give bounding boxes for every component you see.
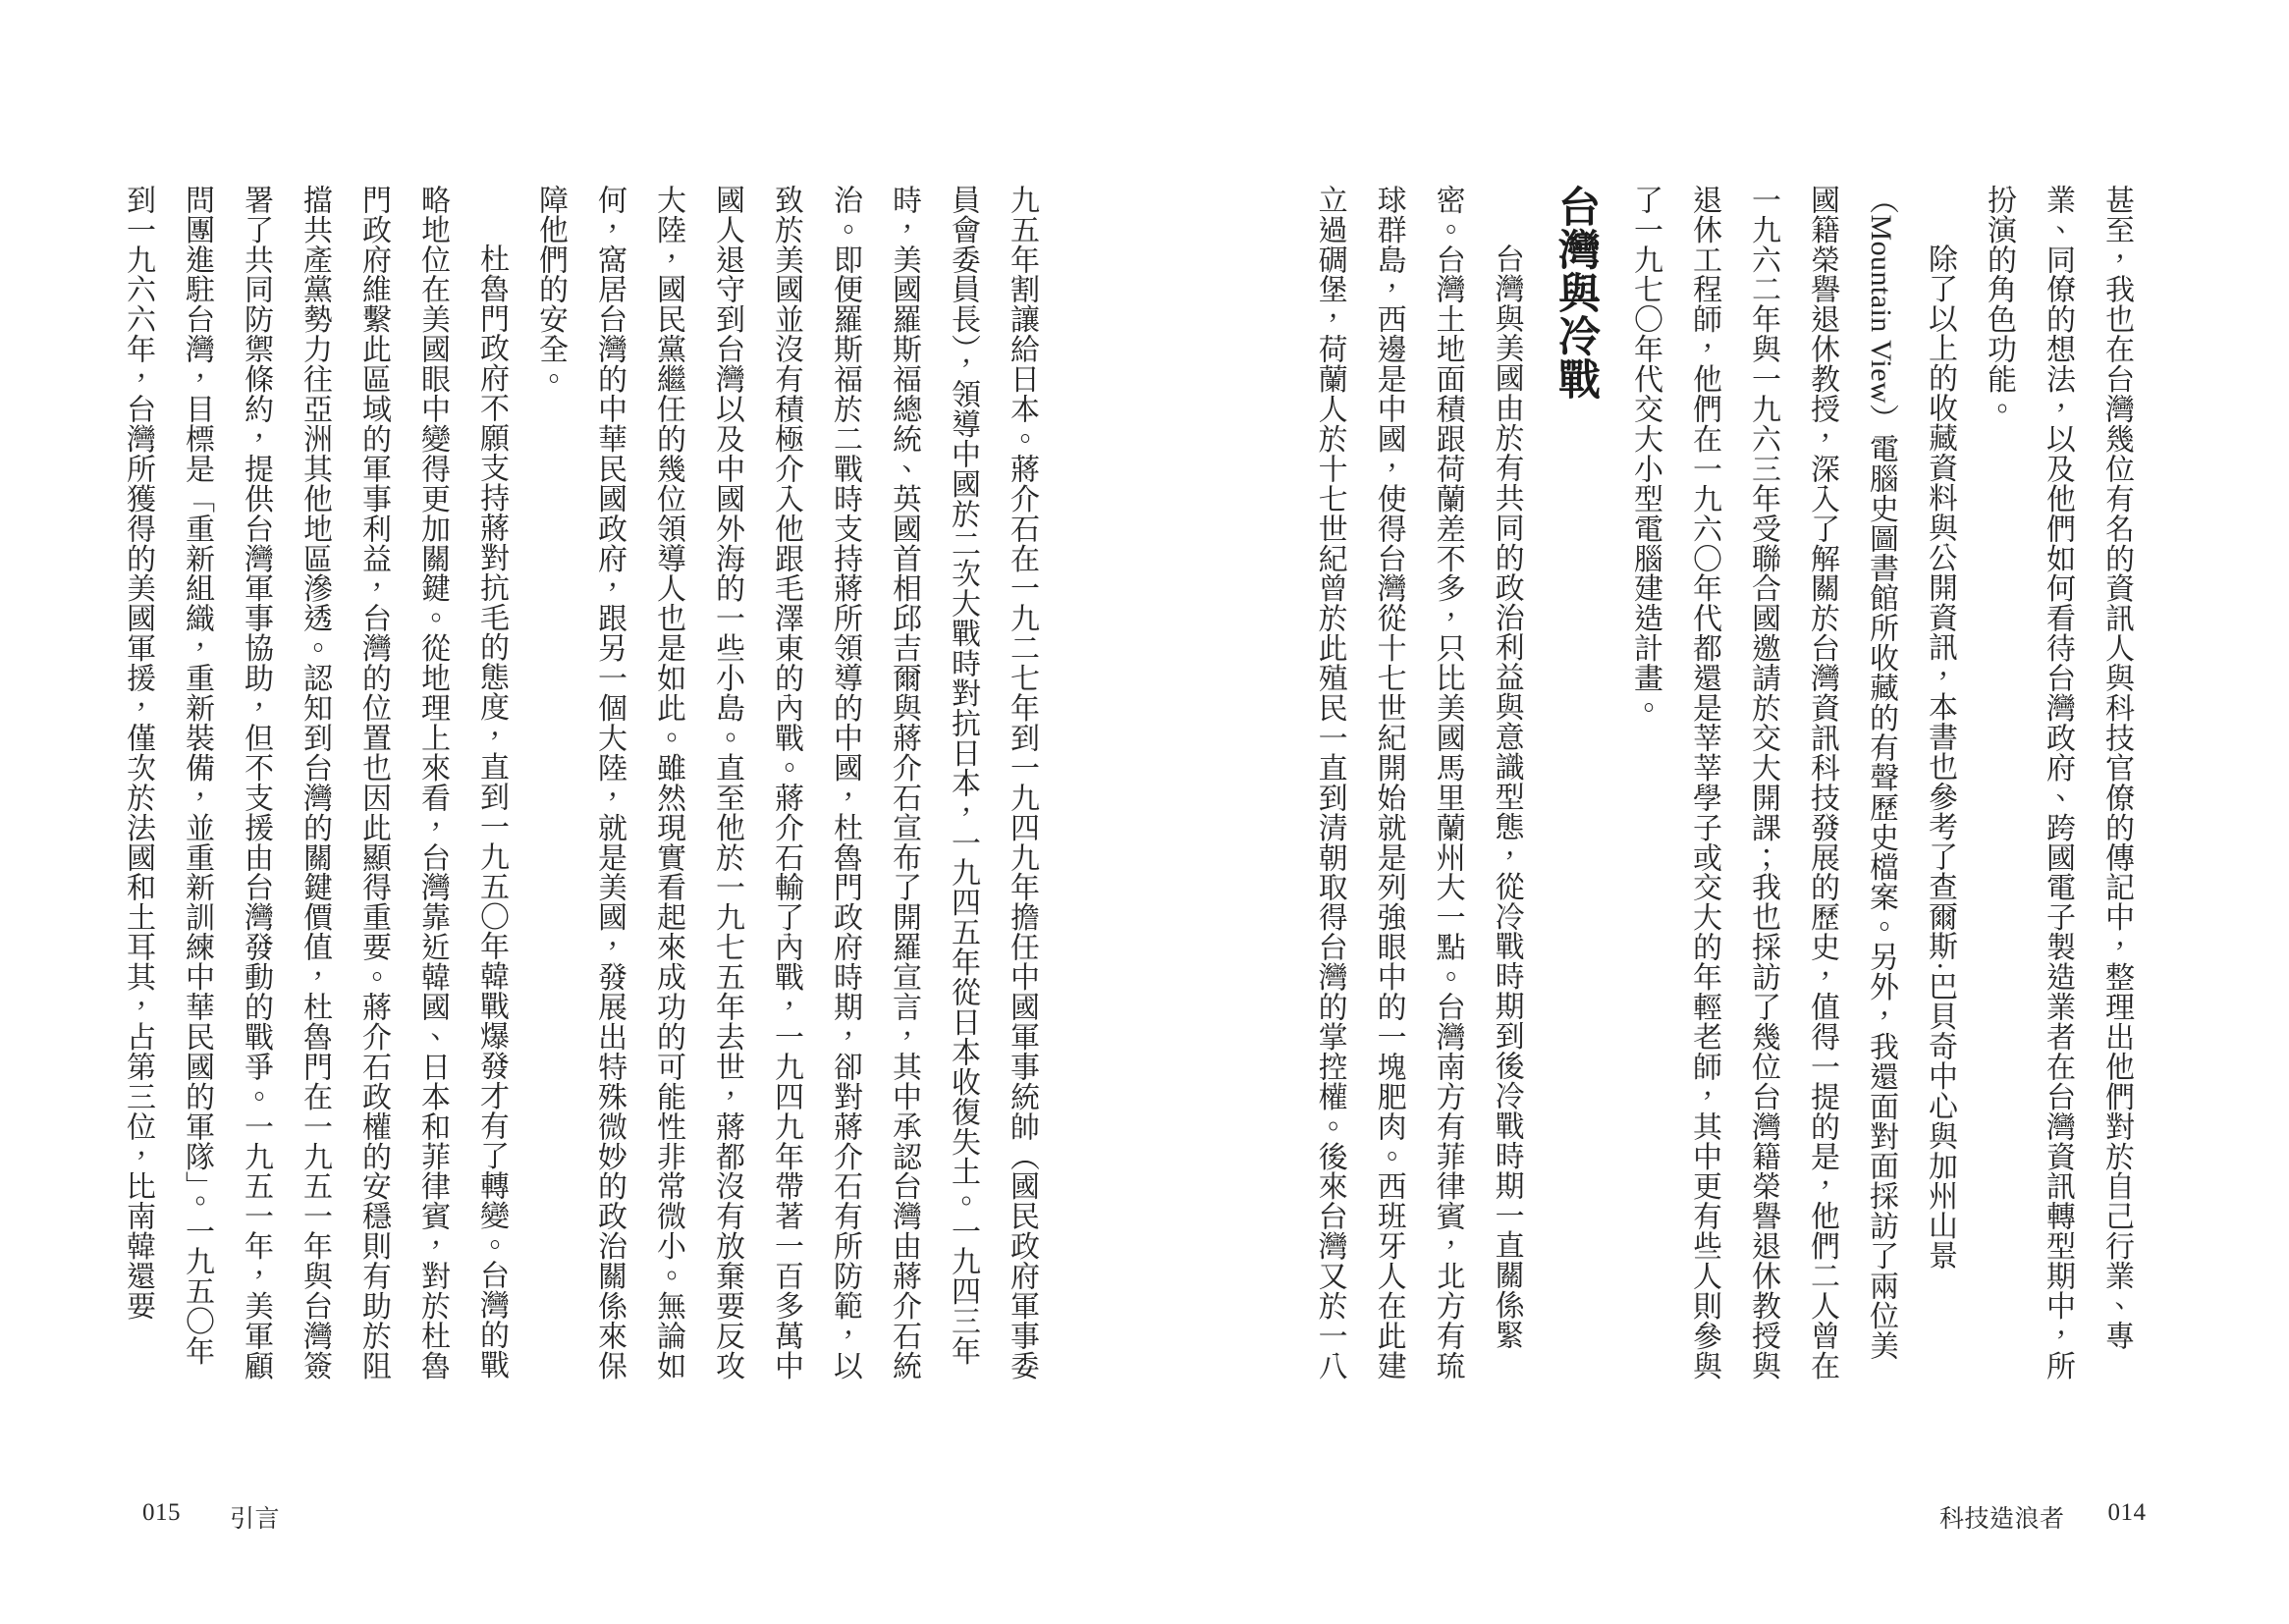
left-page-footer	[142, 1499, 280, 1533]
page-number: 014	[2107, 1499, 2147, 1526]
section-heading: 台灣與冷戰	[1553, 185, 1599, 401]
right-page-footer	[1939, 1499, 2147, 1533]
right-page-text-block	[1257, 185, 2146, 1384]
body-paragraph-continuation: 甚至，我也在台灣幾位有名的資訊人與科技官僚的傳記中，整理出他們對於自己行業、專業、同僚的想法，以及他們如何看待台灣政府、跨國電子製造業者在台灣資訊轉型期中，所扮演的角色功能。	[1983, 185, 2133, 1380]
running-title-chapter: 引言	[230, 1506, 281, 1533]
left-page-text-block	[103, 185, 1051, 1384]
body-paragraph: 除了以上的收藏資料與公開資訊，本書也參考了查爾斯·巴貝奇中心與加州山景（Mountain View）電腦史圖書館所收藏的有聲歷史檔案。另外，我還面對面採訪了兩位美國籍榮譽退休教授，深入了解關於台灣資訊科技發展的歷史，值得一提的是，他們二人曾在一九六二年與一九六三年受聯合國邀請於交大開課；我也採訪了幾位台灣籍榮譽退休教授與退休工程師，他們在一九六〇年代都還是莘莘學子或交大的年輕老師，其中更有些人則參與了一九七〇年代交大小型電腦建造計畫。	[1629, 185, 1956, 1380]
body-paragraph: 杜魯門政府不願支持蔣對抗毛的態度，直到一九五〇年韓戰爆發才有了轉變。台灣的戰略地位在美國眼中變得更加關鍵。從地理上來看，台灣靠近韓國、日本和菲律賓，對於杜魯門政府維繫此區域的軍事利益，台灣的位置也因此顯得重要。蔣介石政權的安穩則有助於阻擋共產黨勢力往亞洲其他地區滲透。認知到台灣的關鍵價值，杜魯門在一九五一年與台灣簽署了共同防禦條約，提供台灣軍事協助，但不支援由台灣發動的戰爭。一九五一年，美軍顧問團進駐台灣，目標是「重新組織，重新裝備，並重新訓練中華民國的軍隊」。一九五〇年到一九六六年，台灣所獲得的美國軍援，僅次於法國和土耳其，占第三位，比南韓還要	[122, 185, 508, 1380]
body-paragraph: 台灣與美國由於有共同的政治利益與意識型態，從冷戰時期到後冷戰時期一直關係緊密。台灣土地面積跟荷蘭差不多，只比美國馬里蘭州大一點。台灣南方有菲律賓，北方有琉球群島，西邊是中國，使得台灣從十七世紀開始就是列強眼中的一塊肥肉。西班牙人在此建立過碉堡，荷蘭人於十七世紀曾於此殖民一直到清朝取得台灣的掌控權。後來台灣又於一八	[1313, 185, 1523, 1380]
page-number: 015	[142, 1499, 181, 1526]
page-right	[1145, 0, 2289, 1624]
running-title-book: 科技造浪者	[1939, 1506, 2065, 1533]
page-left	[0, 0, 1144, 1624]
body-paragraph-continuation: 九五年割讓給日本。蔣介石在一九二七年到一九四九年擔任中國軍事統帥（國民政府軍事委員會委員長），領導中國於二次大戰時對抗日本，一九四五年從日本收復失土。一九四三年時，美國羅斯福總統、英國首相邱吉爾與蔣介石宣布了開羅宣言，其中承認台灣由蔣介石統治。即便羅斯福於二戰時支持蔣所領導的中國，杜魯門政府時期，卻對蔣介石有所防範，以致於美國並沒有積極介入他跟毛澤東的內戰。蔣介石輸了內戰，一九四九年帶著一百多萬中國人退守到台灣以及中國外海的一些小島。直至他於一九七五年去世，蔣都沒有放棄要反攻大陸，國民黨繼任的幾位領導人也是如此。雖然現實看起來成功的可能性非常微小。無論如何，窩居台灣的中華民國政府，跟另一個大陸，就是美國，發展出特殊微妙的政治關係來保障他們的安全。	[534, 185, 1038, 1380]
